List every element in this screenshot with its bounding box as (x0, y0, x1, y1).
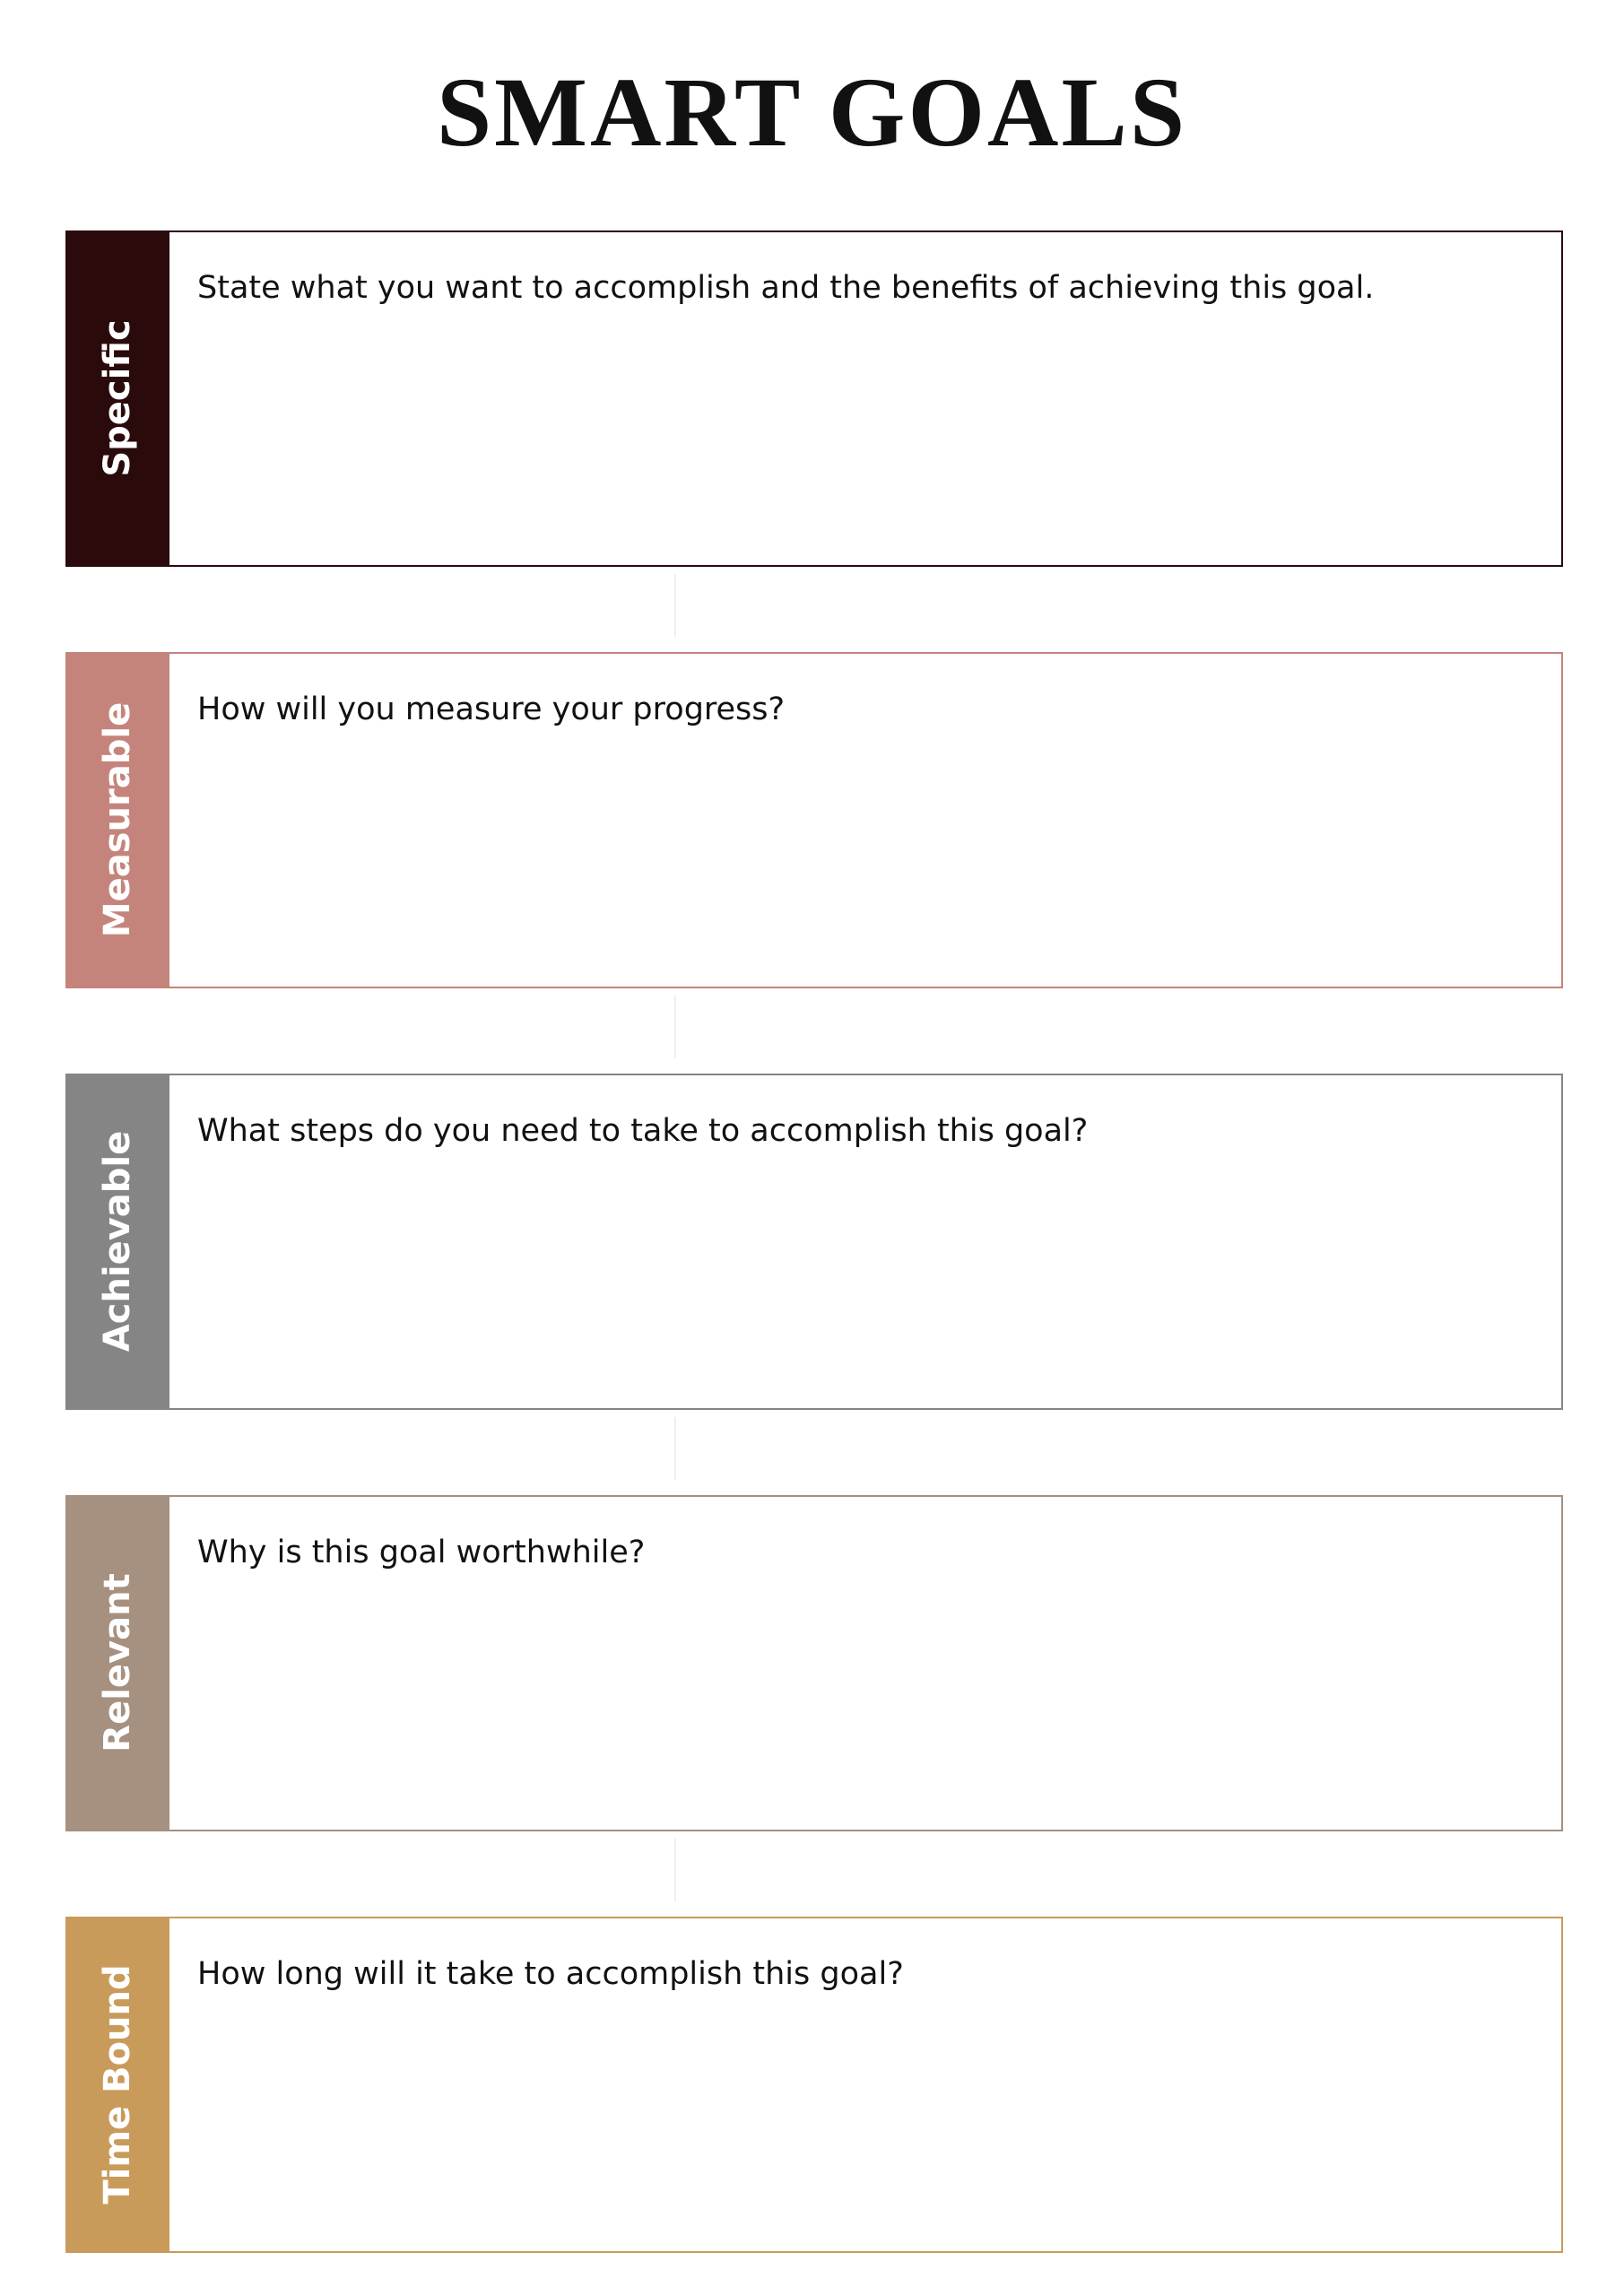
section-achievable[interactable] (65, 1074, 1563, 1410)
section-specific[interactable] (65, 230, 1563, 567)
section-divider (674, 1417, 676, 1480)
section-measurable-label: Measurable (97, 701, 138, 938)
section-divider (674, 574, 676, 637)
section-measurable-prompt: How will you measure your progress? (197, 691, 786, 727)
section-relevant[interactable] (65, 1495, 1563, 1831)
section-specific-prompt: State what you want to accomplish and the benefits of achieving this goal. (197, 270, 1375, 306)
section-time-bound-prompt: How long will it take to accomplish this goal? (197, 1956, 904, 1992)
section-specific-band (65, 230, 169, 567)
section-relevant-label: Relevant (97, 1573, 138, 1752)
section-time-bound-label: Time Bound (97, 1964, 138, 2205)
section-time-bound-band (65, 1917, 169, 2253)
section-measurable[interactable] (65, 652, 1563, 988)
section-achievable-prompt: What steps do you need to take to accomplish this goal? (197, 1113, 1089, 1149)
section-achievable-label: Achievable (97, 1130, 138, 1352)
section-divider (674, 996, 676, 1058)
section-relevant-prompt: Why is this goal worthwhile? (197, 1535, 646, 1570)
section-measurable-band (65, 652, 169, 988)
section-relevant-band (65, 1495, 169, 1831)
section-divider (674, 1839, 676, 1901)
section-specific-label: Specific (97, 319, 138, 477)
page-title: SMART GOALS (437, 57, 1187, 167)
section-achievable-band (65, 1074, 169, 1410)
section-time-bound[interactable] (65, 1917, 1563, 2253)
